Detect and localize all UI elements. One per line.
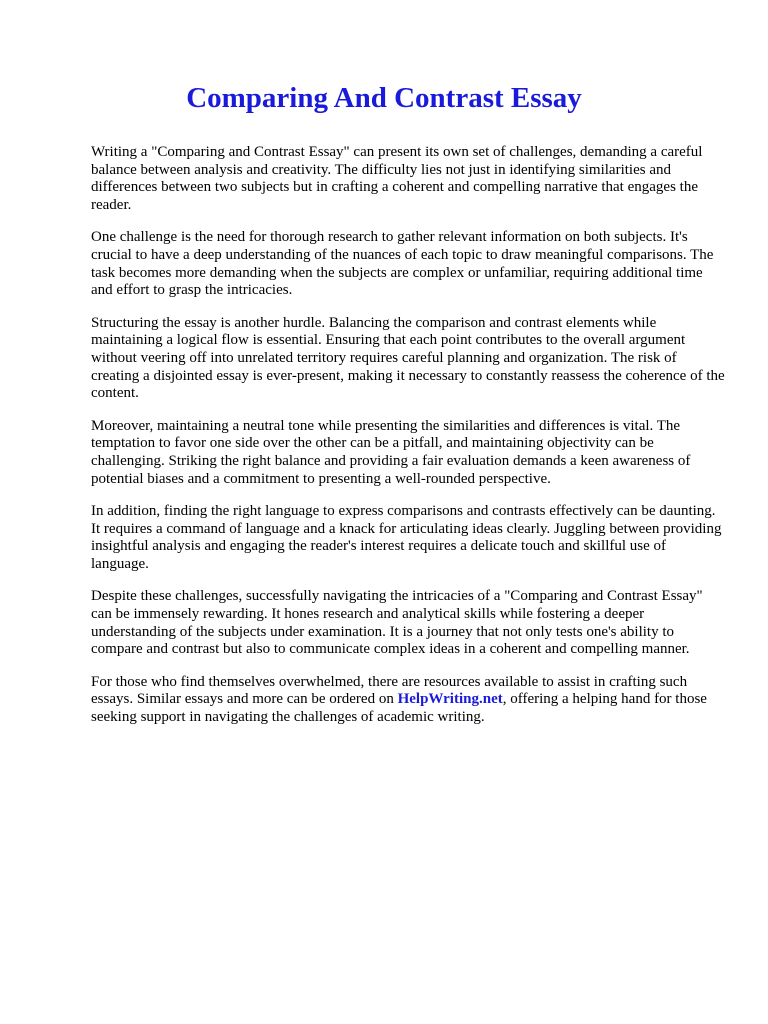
- helpwriting-link[interactable]: HelpWriting.net: [397, 691, 503, 708]
- paragraph-6: Despite these challenges, successfully navigating the intricacies of a "Comparing and Contrast Essay" can be immensely rewarding. It hones research and analytical skills while fostering a deeper understanding of the subjects under examination. It is a journey that not only tests one's ability to compare and contrast but also to communicate complex ideas in a coherent and compelling manner.: [91, 588, 703, 658]
- paragraph-3: Structuring the essay is another hurdle. Balancing the comparison and contrast elements while maintaining a logical flow is essential. Ensuring that each point contributes to the overall argument without veering off into unrelated territory requires careful planning and organization. The risk of creating a disjointed essay is ever-present, making it necessary to constantly reassess the coherence of the content.: [91, 314, 725, 402]
- document-title: Comparing And Contrast Essay: [186, 82, 582, 114]
- paragraph-7: [91, 674, 727, 727]
- paragraph-4: Moreover, maintaining a neutral tone while presenting the similarities and differences is vital. The temptation to favor one side over the other can be a pitfall, and maintaining objectivity can be challenging. Striking the right balance and providing a fair evaluation demands a keen awareness of potential biases and a commitment to presenting a well-rounded perspective.: [91, 417, 691, 487]
- document-body: [91, 144, 727, 742]
- paragraph-5: In addition, finding the right language to express comparisons and contrasts effectively can be daunting. It requires a command of language and a knack for articulating ideas clearly. Juggling between providing insightful analysis and engaging the reader's interest requires a delicate touch and skillful use of language.: [91, 503, 722, 572]
- paragraph-1: Writing a "Comparing and Contrast Essay" can present its own set of challenges, demanding a careful balance between analysis and creativity. The difficulty lies not just in identifying similarities and differences between two subjects but in crafting a coherent and compelling narrative that engages the reader.: [91, 144, 703, 213]
- paragraph-7-after-link: , offering a helping hand for those seeking support in navigating the challenges of academic writing.: [91, 691, 707, 726]
- paragraph-2: One challenge is the need for thorough research to gather relevant information on both subjects. It's crucial to have a deep understanding of the nuances of each topic to draw meaningful comparisons. The task becomes more demanding when the subjects are complex or unfamiliar, requiring additional time and effort to grasp the intricacies.: [91, 229, 714, 299]
- paragraph-7-before-link: For those who find themselves overwhelmed, there are resources available to assist in crafting such essays. Similar essays and more can be ordered on: [91, 673, 688, 708]
